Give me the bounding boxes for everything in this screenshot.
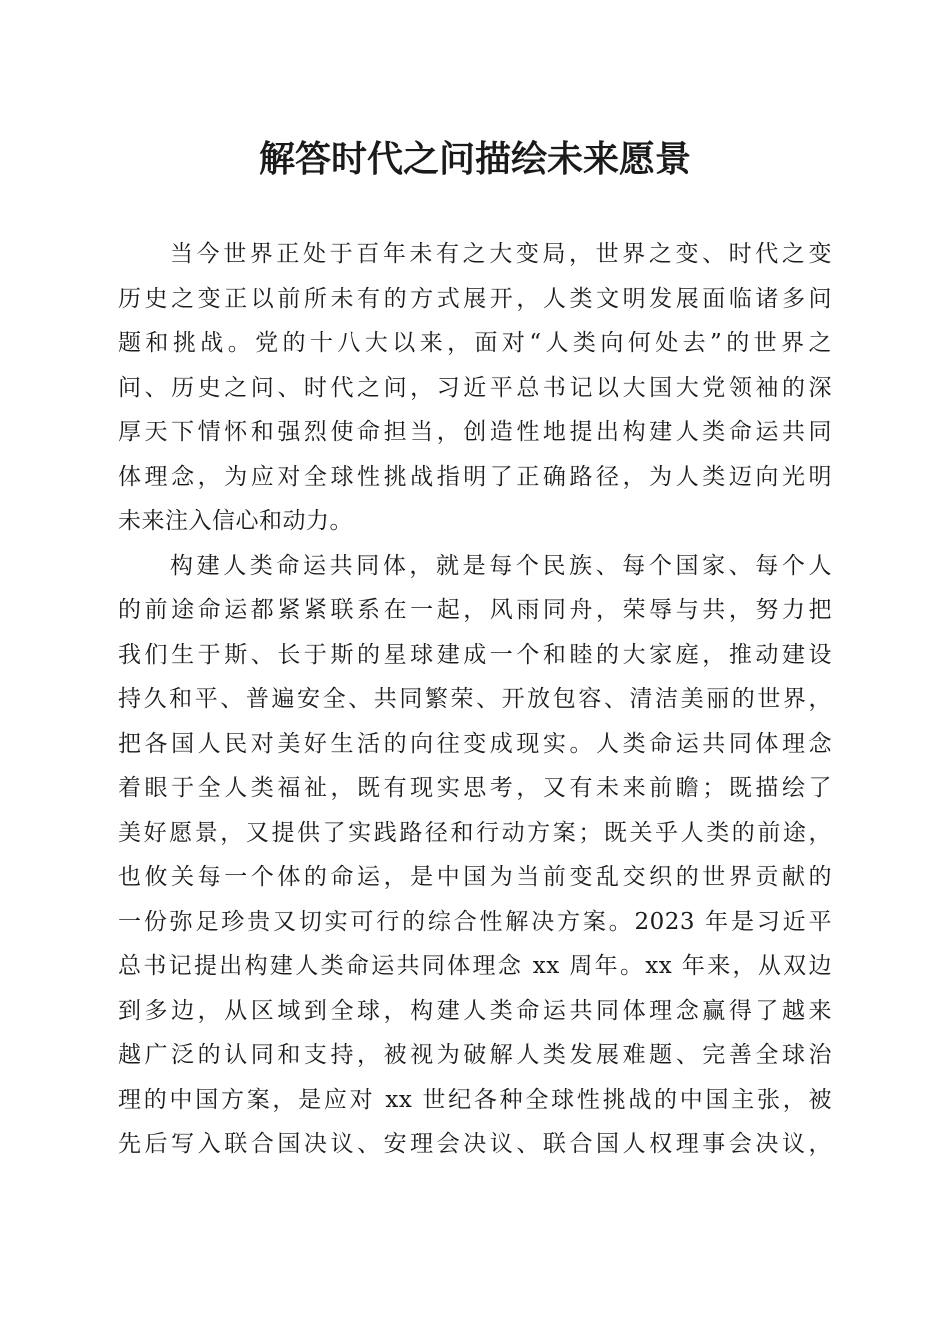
paragraph-line: 持久和平、普遍安全、共同繁荣、开放包容、清洁美丽的世界， (118, 686, 832, 712)
document-title: 解答时代之问描绘未来愿景 (258, 138, 691, 180)
paragraph-line: 构建人类命运共同体，就是每个民族、每个国家、每个人 (170, 552, 832, 579)
paragraph-line: 理的中国方案，是应对 xx 世纪各种全球性挑战的中国主张，被 (118, 1086, 832, 1113)
paragraph-line: 历史之变正以前所未有的方式展开，人类文明发展面临诸多问 (118, 285, 832, 312)
document-body (118, 232, 832, 1167)
paragraph-line: 着眼于全人类福祉，既有现实思考，又有未来前瞻；既描绘了 (118, 775, 832, 801)
paragraph-line: 越广泛的认同和支持，被视为破解人类发展难题、完善全球治 (118, 1042, 832, 1068)
paragraph-line: 我们生于斯、长于斯的星球建成一个和睦的大家庭，推动建设 (118, 641, 832, 668)
paragraph-line: 先后写入联合国决议、安理会决议、联合国人权理事会决议， (118, 1131, 832, 1157)
paragraph-line: 一份弥足珍贵又切实可行的综合性解决方案。2023 年是习近平 (118, 908, 832, 935)
paragraph-line: 体理念，为应对全球性挑战指明了正确路径，为人类迈向光明 (118, 463, 832, 490)
paragraph-line: 厚天下情怀和强烈使命担当，创造性地提出构建人类命运共同 (118, 419, 832, 445)
paragraph-line: 把各国人民对美好生活的向往变成现实。人类命运共同体理念 (118, 730, 832, 757)
paragraph-line: 问、历史之问、时代之问，习近平总书记以大国大党领袖的深 (118, 374, 832, 401)
paragraph-line: 也攸关每一个体的命运，是中国为当前变乱交织的世界贡献的 (118, 864, 832, 890)
paragraph-line: 美好愿景，又提供了实践路径和行动方案；既关乎人类的前途， (118, 819, 832, 846)
paragraph-1 (118, 232, 832, 544)
paragraph-line: 的前途命运都紧紧联系在一起，风雨同舟，荣辱与共，努力把 (118, 597, 832, 623)
paragraph-2 (118, 544, 832, 1167)
paragraph-line: 到多边，从区域到全球，构建人类命运共同体理念赢得了越来 (118, 997, 832, 1024)
paragraph-line: 当今世界正处于百年未有之大变局，世界之变、时代之变 (170, 241, 832, 267)
paragraph-line: 总书记提出构建人类命运共同体理念 xx 周年。xx 年来，从双边 (118, 953, 832, 979)
paragraph-line: 题和挑战。党的十八大以来，面对“人类向何处去”的世界之 (118, 330, 832, 356)
paragraph-line: 未来注入信心和动力。 (118, 508, 353, 534)
